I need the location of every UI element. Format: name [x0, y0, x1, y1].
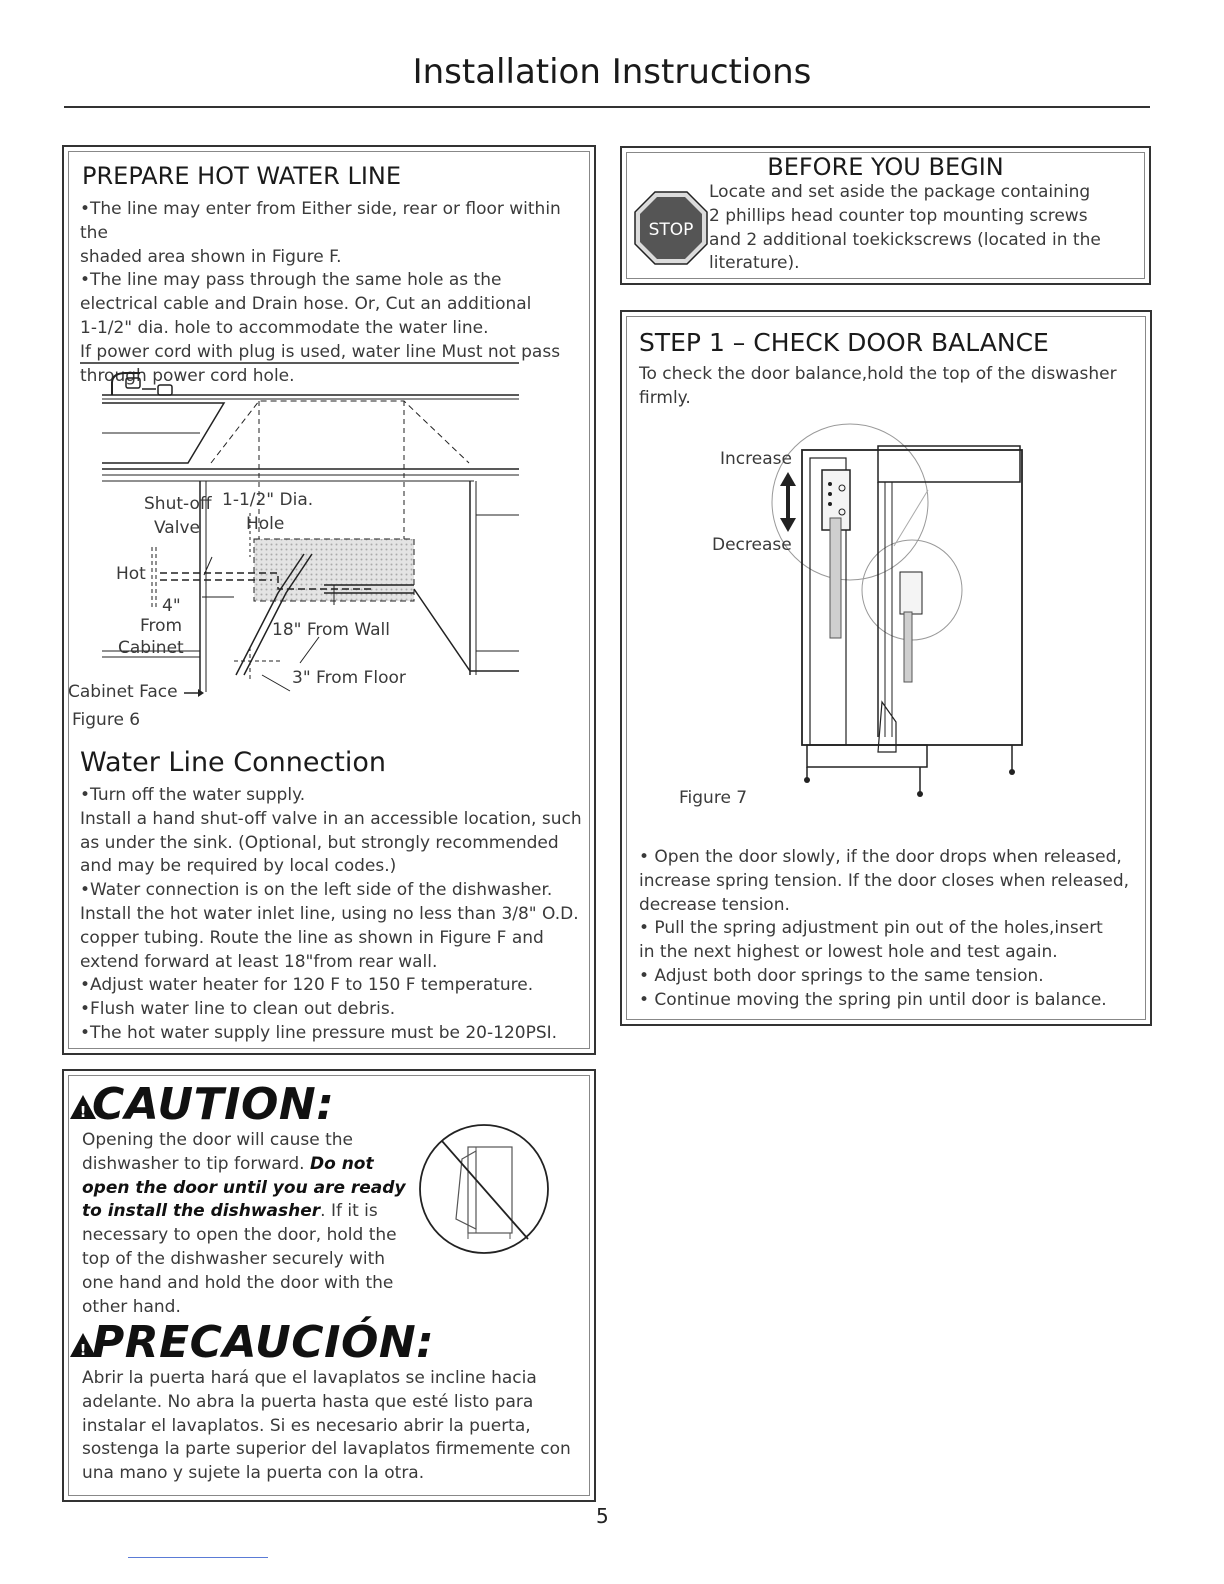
caution-line: top of the dishwasher securely with: [82, 1248, 386, 1269]
hole-label: Hole: [246, 514, 285, 534]
figure-6-diagram: [64, 357, 594, 702]
figure-6-caption: Figure 6: [72, 710, 141, 730]
cabinet-face-label: Cabinet Face: [68, 682, 178, 702]
title-divider: [64, 106, 1150, 108]
prepare-line: 1-1/2" dia. hole to accommodate the water line.: [80, 317, 489, 338]
step1-intro-line: To check the door balance,hold the top of the diswasher: [639, 364, 1117, 384]
prepare-line: If power cord with plug is used, water line Must not pass: [80, 341, 561, 362]
before-instructions: [709, 181, 1144, 276]
water-line: •The hot water supply line pressure must be 20-120PSI.: [80, 1022, 558, 1043]
prepare-hot-water-section: [62, 145, 596, 1055]
step1-bullet-line: increase spring tension. If the door closes when released,: [639, 870, 1130, 891]
stop-sign-text: STOP: [648, 220, 694, 240]
hot-label: Hot: [116, 564, 146, 584]
caution-line: [82, 1200, 412, 1224]
prepare-line: electrical cable and Drain hose. Or, Cut an additional: [80, 294, 532, 315]
valve-label: Valve: [154, 518, 200, 538]
dishwasher-illustration: [802, 446, 1022, 797]
before-line: literature).: [709, 253, 800, 274]
water-line: copper tubing. Route the line as shown in Figure F and: [80, 927, 544, 948]
from-floor-label: 3" From Floor: [292, 668, 406, 688]
step1-bullet-line: • Open the door slowly, if the door drops when released,: [639, 847, 1122, 867]
prepare-line: •The line may enter from Either side, rear or floor within the: [80, 199, 561, 243]
from-label: From: [140, 616, 183, 636]
caution-line: one hand and hold the door with the: [82, 1272, 394, 1293]
stop-sign-icon: [631, 188, 711, 268]
footer-link-underline: [128, 1557, 268, 1558]
step1-bullet-line: • Continue moving the spring pin until door is balance.: [639, 989, 1107, 1010]
caution-section: [62, 1069, 596, 1502]
hole-dia-label: 1-1/2" Dia.: [222, 490, 314, 510]
step1-bullet-line: in the next highest or lowest hole and test again.: [639, 942, 1058, 963]
four-inch-label: 4": [162, 596, 181, 616]
precaucion-text: [82, 1367, 587, 1486]
caution-title: CAUTION:: [92, 1079, 335, 1130]
figure-7-caption: Figure 7: [679, 788, 748, 808]
step1-bullet-line: • Adjust both door springs to the same tension.: [639, 965, 1044, 986]
caution-text-span: dishwasher to tip forward.: [82, 1153, 305, 1174]
before-line: Locate and set aside the package containing: [709, 182, 1091, 202]
precaucion-line: instalar el lavaplatos. Si es necesario abrir la puerta,: [82, 1415, 531, 1436]
before-line: 2 phillips head counter top mounting screws: [709, 205, 1088, 226]
page-number: 5: [596, 1504, 609, 1528]
water-line: extend forward at least 18"from rear wall.: [80, 951, 438, 972]
before-line: and 2 additional toekickscrews (located in the: [709, 229, 1101, 250]
precaucion-line: sostenga la parte superior del lavaplatos firmemente con: [82, 1439, 571, 1460]
svg-text:!: !: [79, 1341, 87, 1359]
step1-intro: [639, 363, 1139, 411]
caution-line: Opening the door will cause the: [82, 1130, 354, 1150]
prepare-line: shaded area shown in Figure F.: [80, 246, 342, 267]
water-line: and may be required by local codes.): [80, 856, 397, 877]
step1-door-balance-section: [620, 310, 1152, 1026]
prepare-line: through power cord hole.: [80, 365, 295, 386]
page-title: Installation Instructions: [412, 52, 812, 92]
water-line-instructions: [80, 784, 585, 1046]
from-wall-label: 18" From Wall: [272, 620, 390, 640]
caution-text-span: . If it is: [320, 1201, 378, 1222]
water-line: •Turn off the water supply.: [80, 785, 306, 805]
precaucion-line: Abrir la puerta hará que el lavaplatos se incline hacia: [82, 1368, 537, 1388]
water-line: as under the sink. (Optional, but strongly recommended: [80, 832, 559, 853]
step1-bullet-line: • Pull the spring adjustment pin out of the holes,insert: [639, 918, 1103, 939]
water-line: Install a hand shut-off valve in an accessible location, such: [80, 808, 582, 829]
water-line-heading: Water Line Connection: [80, 747, 387, 778]
step1-bullets: [639, 846, 1139, 1013]
faucet-icon: [112, 373, 172, 395]
water-line: Install the hot water inlet line, using no less than 3/8" O.D.: [80, 903, 579, 924]
precaucion-line: una mano y sujete la puerta con la otra.: [82, 1463, 425, 1484]
step1-intro-line: firmly.: [639, 387, 691, 408]
caution-line: [82, 1153, 412, 1177]
caution-line: open the door until you are ready: [82, 1177, 406, 1198]
precaucion-title: PRECAUCIÓN:: [92, 1317, 435, 1368]
caution-line: necessary to open the door, hold the: [82, 1225, 397, 1246]
svg-text:!: !: [79, 1103, 87, 1121]
water-line: •Flush water line to clean out debris.: [80, 999, 396, 1020]
before-heading: BEFORE YOU BEGIN: [767, 153, 1004, 181]
caution-bold-text: Do not: [310, 1153, 374, 1174]
shutoff-label: Shut-off: [144, 494, 212, 514]
up-down-arrow-icon: [780, 472, 796, 532]
water-line: •Water connection is on the left side of the dishwasher.: [80, 880, 553, 901]
caution-text: [82, 1129, 412, 1319]
prepare-line: •The line may pass through the same hole as the: [80, 270, 502, 291]
figure-7-diagram: [682, 422, 1082, 802]
cabinet-label: Cabinet: [118, 638, 184, 658]
decrease-label: Decrease: [712, 535, 792, 555]
before-you-begin-section: [620, 146, 1151, 285]
increase-label: Increase: [720, 449, 792, 469]
step1-bullet-line: decrease tension.: [639, 894, 790, 915]
step1-heading: STEP 1 – CHECK DOOR BALANCE: [639, 328, 1049, 357]
caution-line: other hand.: [82, 1296, 181, 1317]
prepare-heading: PREPARE HOT WATER LINE: [82, 162, 402, 190]
no-open-door-icon: [416, 1121, 552, 1257]
precaucion-line: adelante. No abra la puerta hasta que esté listo para: [82, 1391, 534, 1412]
caution-bold-text: to install the dishwasher: [82, 1201, 321, 1222]
water-line: •Adjust water heater for 120 F to 150 F temperature.: [80, 975, 534, 996]
